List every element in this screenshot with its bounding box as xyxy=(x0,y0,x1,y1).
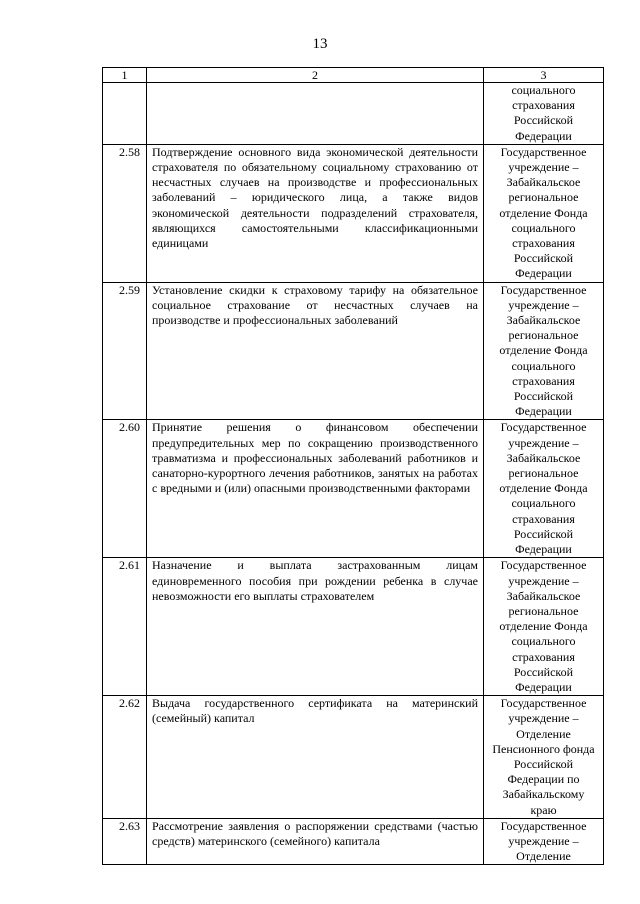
organization-line: учреждение – xyxy=(508,711,579,726)
table-row xyxy=(103,818,604,865)
organization-line: учреждение – xyxy=(508,160,579,175)
organization-line: Забайкальское xyxy=(506,175,581,190)
column-header-3: 3 xyxy=(484,68,604,83)
responsible-organization xyxy=(484,282,604,420)
organization-line: отделение Фонда xyxy=(499,481,588,496)
row-number: 2.61 xyxy=(103,558,147,696)
organization-line: страхования xyxy=(512,511,575,526)
responsible-organization xyxy=(484,696,604,819)
table-row xyxy=(103,282,604,420)
organization-line: Российской xyxy=(513,756,574,771)
table-row xyxy=(103,83,604,145)
services-table xyxy=(102,67,604,865)
organization-line: страхования xyxy=(512,236,575,251)
organization-line: отделение Фонда xyxy=(499,205,588,220)
row-number xyxy=(103,83,147,145)
responsible-organization xyxy=(484,818,604,865)
organization-line: Российской xyxy=(513,251,574,266)
organization-line: Государственное xyxy=(500,144,587,159)
responsible-organization xyxy=(484,83,604,145)
organization-line: Государственное xyxy=(500,420,587,435)
service-description: Установление скидки к страховому тарифу на обязательное социальное страхование от несчастных случаев на производстве и профессиональных заболеваний xyxy=(147,282,484,420)
organization-line: отделение Фонда xyxy=(499,343,588,358)
organization-line: страхования xyxy=(512,373,575,388)
organization-line: Российской xyxy=(513,526,574,541)
table-row xyxy=(103,420,604,558)
organization-line: региональное xyxy=(508,190,579,205)
organization-line: региональное xyxy=(508,603,579,618)
row-number: 2.62 xyxy=(103,696,147,819)
row-number: 2.63 xyxy=(103,818,147,865)
organization-line: Российской xyxy=(513,389,574,404)
organization-line: страхования xyxy=(512,649,575,664)
organization-line: социального xyxy=(511,220,576,235)
organization-line: Забайкальское xyxy=(506,588,581,603)
organization-line: учреждение – xyxy=(508,573,579,588)
row-number: 2.60 xyxy=(103,420,147,558)
responsible-organization xyxy=(484,558,604,696)
column-header-1: 1 xyxy=(103,68,147,83)
organization-line: краю xyxy=(530,802,557,817)
row-number: 2.59 xyxy=(103,282,147,420)
organization-line: Забайкальское xyxy=(506,313,581,328)
table-header-row xyxy=(103,68,604,83)
organization-line: учреждение – xyxy=(508,833,579,848)
column-header-2: 2 xyxy=(147,68,484,83)
organization-line: Забайкальское xyxy=(506,450,581,465)
responsible-organization xyxy=(484,420,604,558)
service-description: Рассмотрение заявления о распоряжении средствами (частью средств) материнского (семейного) капитала xyxy=(147,818,484,865)
organization-line: Государственное xyxy=(500,696,587,711)
table-row xyxy=(103,696,604,819)
service-description xyxy=(147,83,484,145)
organization-line: региональное xyxy=(508,466,579,481)
organization-line: отделение Фонда xyxy=(499,619,588,634)
organization-line: социального xyxy=(511,634,576,649)
organization-line: Федерации xyxy=(515,404,572,419)
organization-line: учреждение – xyxy=(508,435,579,450)
organization-line: социального xyxy=(511,496,576,511)
organization-line: Федерации xyxy=(515,542,572,557)
service-description: Назначение и выплата застрахованным лицам единовременного пособия при рождении ребенка в случае невозможности его выплаты страхователем xyxy=(147,558,484,696)
organization-line: Федерации xyxy=(515,266,572,281)
organization-line: Государственное xyxy=(500,282,587,297)
organization-line: Забайкальскому xyxy=(502,787,585,802)
organization-line: социального xyxy=(511,83,576,97)
table-row xyxy=(103,144,604,282)
organization-line: Пенсионного фонда xyxy=(492,741,595,756)
organization-line: социального xyxy=(511,358,576,373)
organization-line: Федерации xyxy=(515,679,572,694)
organization-line: Государственное xyxy=(500,818,587,833)
organization-line: региональное xyxy=(508,328,579,343)
organization-line: Российской xyxy=(513,113,574,128)
organization-line: страхования xyxy=(512,98,575,113)
service-description: Подтверждение основного вида экономической деятельности страхователя по обязательному социальному страхованию от несчастных случаев на производстве и профессиональных заболеваний – юридического лица, а также видов экономической деятельности подразделений страхователя, являющихся самостоятельными классификационными единицами xyxy=(147,144,484,282)
organization-line: Отделение xyxy=(516,849,571,864)
table-row xyxy=(103,558,604,696)
organization-line: учреждение – xyxy=(508,297,579,312)
service-description: Принятие решения о финансовом обеспечении предупредительных мер по сокращению производственного травматизма и профессиональных заболеваний работников и санаторно-курортного лечения работников, занятых на работах с вредными и (или) опасными производственными факторами xyxy=(147,420,484,558)
service-description: Выдача государственного сертификата на материнский (семейный) капитал xyxy=(147,696,484,819)
organization-line: Федерации по xyxy=(507,772,580,787)
organization-line: Отделение xyxy=(516,726,571,741)
organization-line: Российской xyxy=(513,664,574,679)
organization-line: Государственное xyxy=(500,558,587,573)
responsible-organization xyxy=(484,144,604,282)
organization-line: Федерации xyxy=(515,128,572,143)
page-number: 13 xyxy=(312,36,328,52)
row-number: 2.58 xyxy=(103,144,147,282)
